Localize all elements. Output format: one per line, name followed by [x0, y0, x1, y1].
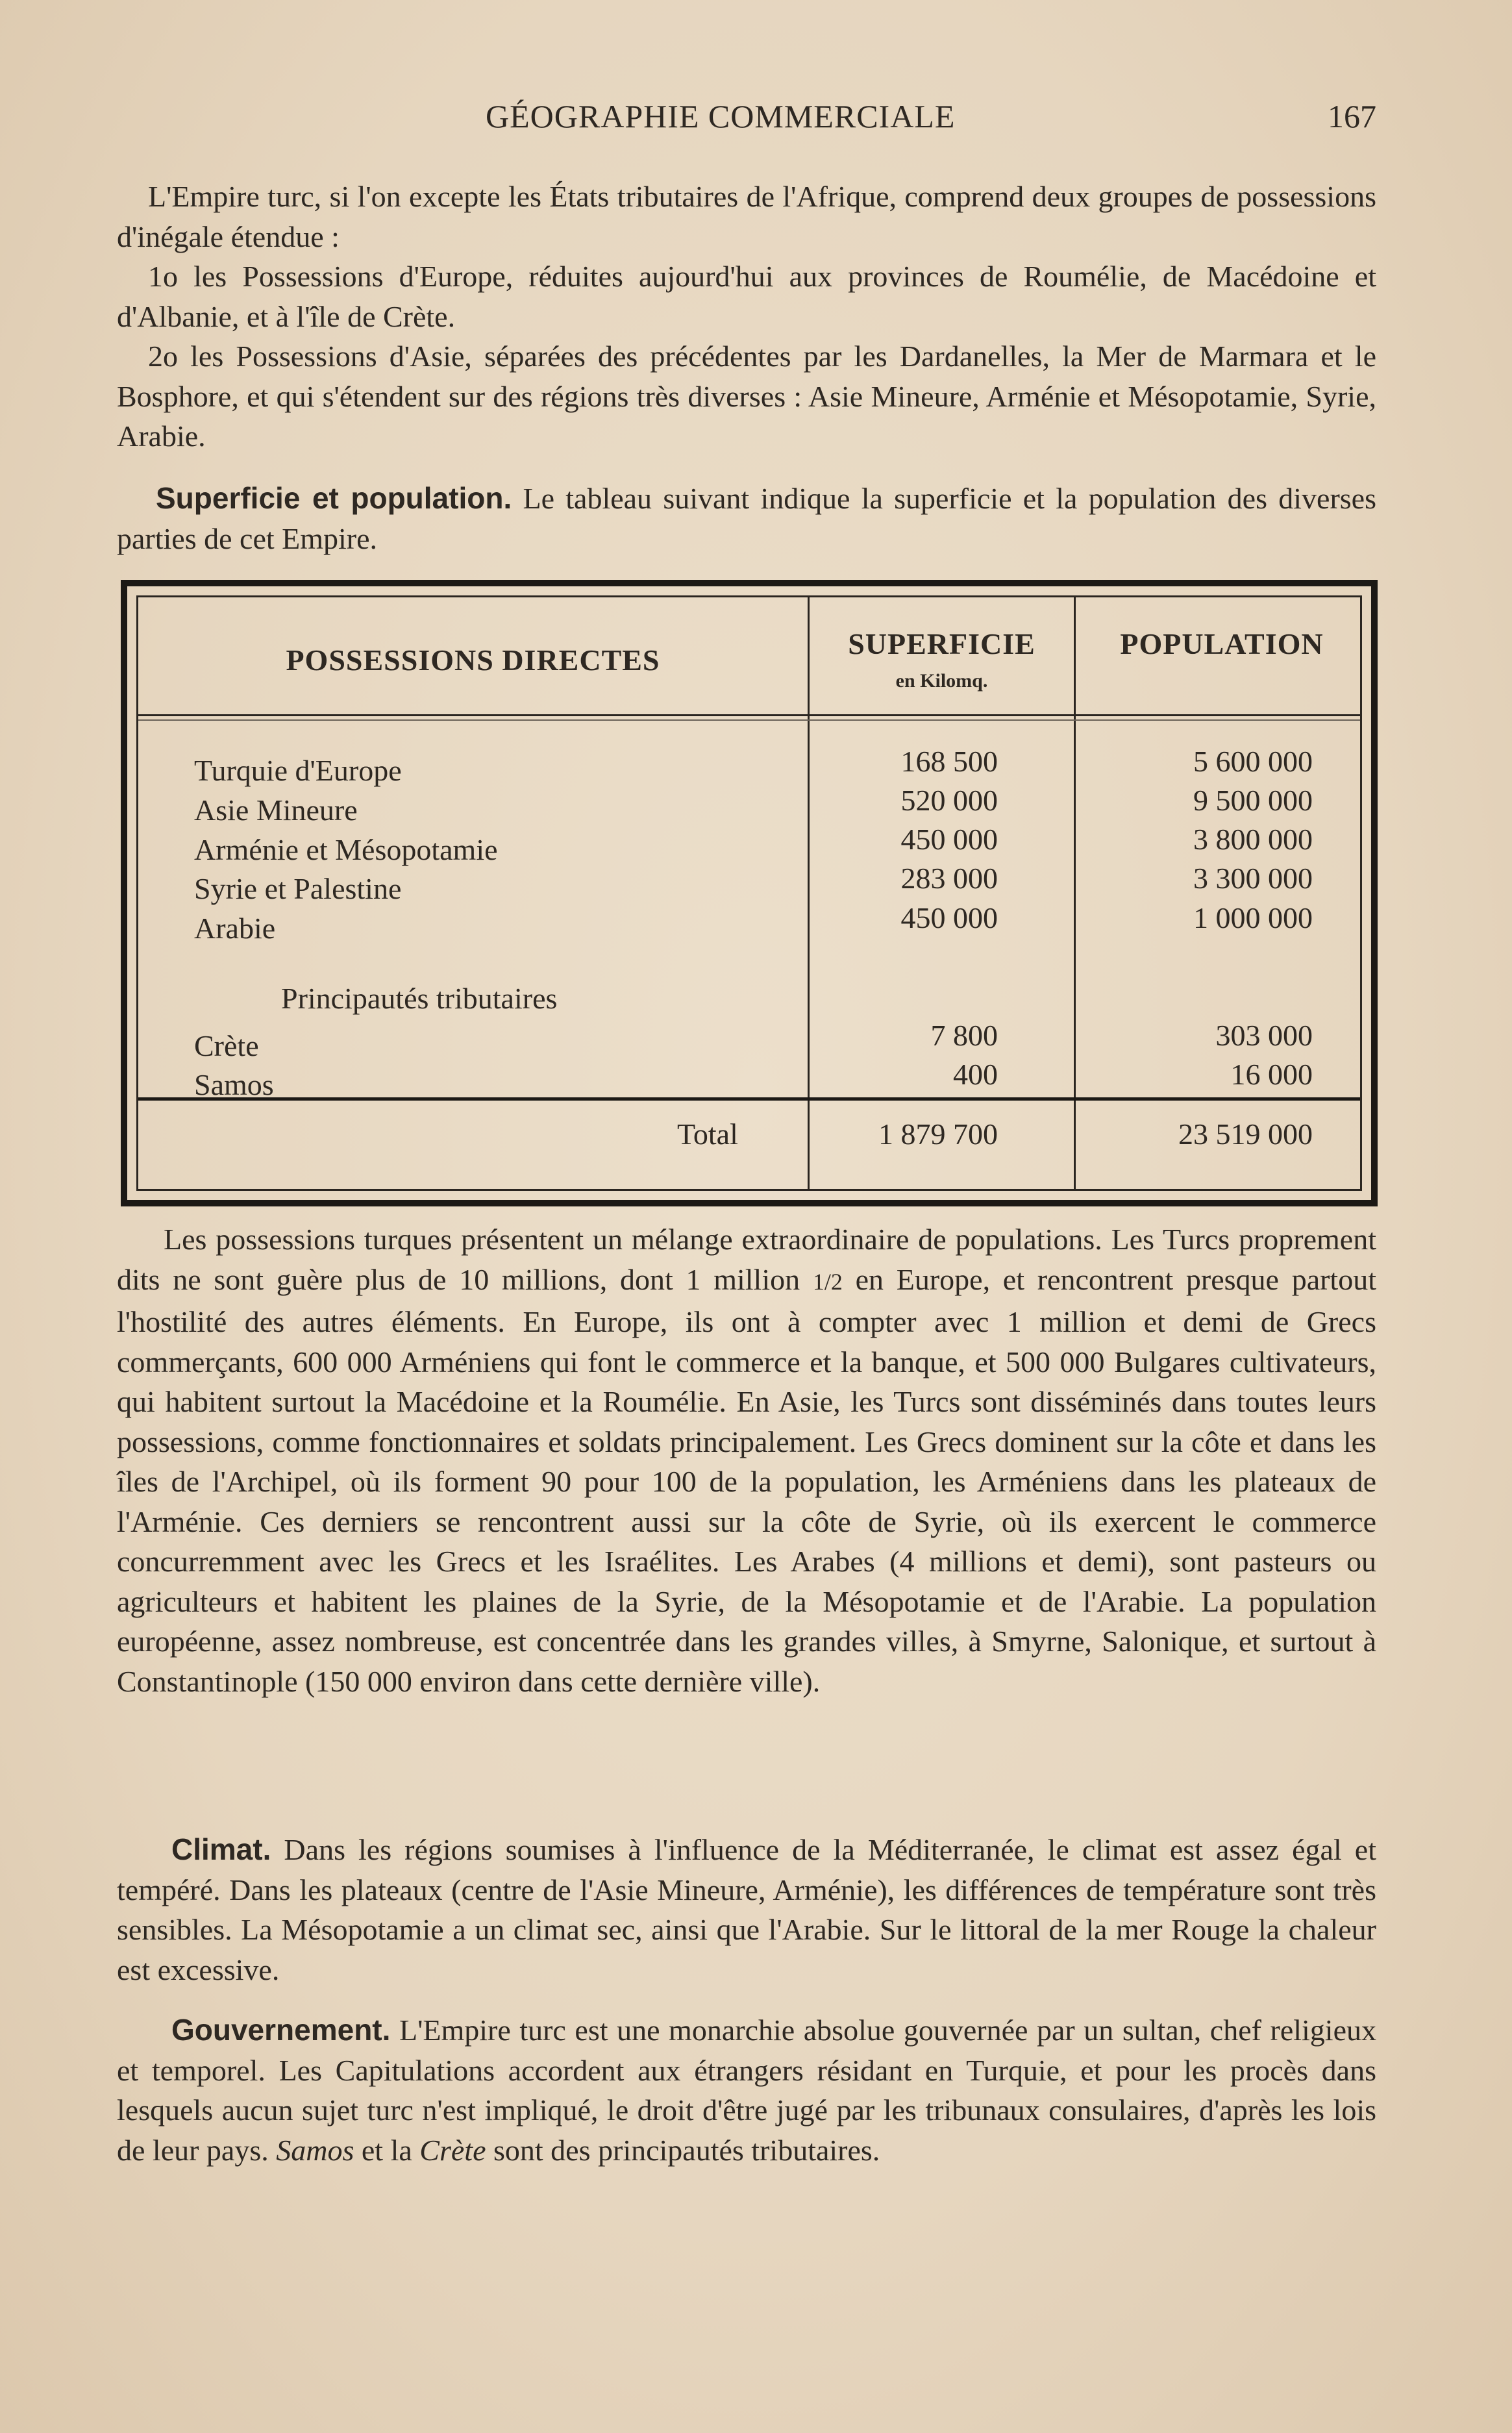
header-superficie-unit: en Kilomq. — [895, 670, 988, 692]
gouvernement-paragraph — [117, 2010, 1376, 2170]
total-label: Total — [677, 1117, 738, 1151]
running-head — [117, 97, 1376, 143]
header-superficie: SUPERFICIE — [848, 627, 1035, 660]
population-table — [121, 580, 1378, 1206]
row-population: 5 600 000 — [1193, 745, 1313, 778]
row-population: 303 000 — [1215, 1019, 1313, 1052]
superficie-text: Le tableau suivant indique la superficie et la population des diverses parties de cet Empire. — [117, 482, 1376, 555]
tributaries-subheading: Principautés tributaires — [281, 982, 558, 1015]
row-name: Arabie — [194, 912, 276, 945]
header-rule-double — [138, 719, 1360, 721]
row-superficie: 450 000 — [900, 823, 998, 856]
row-population: 9 500 000 — [1193, 784, 1313, 817]
row-population: 3 800 000 — [1193, 823, 1313, 856]
row-superficie: 520 000 — [900, 784, 998, 817]
row-population: 16 000 — [1230, 1058, 1313, 1091]
climat-heading: Climat. — [171, 1832, 271, 1866]
samos-italic: Samos — [276, 2133, 354, 2167]
gouvernement-et-la: et la — [354, 2133, 420, 2167]
table-inner-frame — [136, 595, 1362, 1191]
row-name: Asie Mineure — [194, 793, 358, 827]
intro-paragraph-2: 1o les Possessions d'Europe, réduites aujourd'hui aux provinces de Roumélie, de Macédoine et d'Albanie, et à l'île de Crète. — [117, 260, 1376, 333]
superficie-paragraph — [117, 479, 1376, 558]
row-name: Turquie d'Europe — [194, 754, 402, 787]
row-name: Syrie et Palestine — [194, 872, 402, 905]
populations-paragraph — [117, 1219, 1376, 1701]
fraction-half: 1/2 — [812, 1268, 843, 1295]
total-population: 23 519 000 — [1178, 1117, 1313, 1151]
row-superficie: 7 800 — [930, 1019, 998, 1052]
row-name: Samos — [194, 1068, 274, 1101]
populations-text-1: Les possessions turques présentent un mélange extraordinaire de populations. Les Turcs proprement dits ne sont guère plus de 10 millions, dont 1 million — [117, 1223, 1376, 1296]
header-population: POPULATION — [1120, 627, 1324, 660]
row-superficie: 400 — [953, 1058, 998, 1091]
row-population: 1 000 000 — [1193, 901, 1313, 934]
header-possessions: POSSESSIONS DIRECTES — [286, 643, 660, 677]
row-superficie: 283 000 — [900, 862, 998, 895]
populations-text-2: en Europe, et rencontrent presque partout l'hostilité des autres éléments. En Europe, ils ont à compter avec 1 million et demi de Grecs commerçants, 600 000 Arméniens qui font le commerce et la banque, et 500 000 Bulgares cultivateurs, qui habitent surtout la Macédoine et la Roumélie. En Asie, les Turcs sont disséminés dans toutes leurs possessions, comme fonctionnaires et soldats principalement. Les Grecs dominent sur la côte et dans les îles de l'Archipel, où ils forment 90 pour 100 de la population, les Arméniens dans les plateaux de l'Arménie. Ces derniers se rencontrent aussi sur la côte de Syrie, où ils exercent le commerce concurremment avec les Grecs et les Israélites. Les Arabes (4 millions et demi), sont pasteurs ou agriculteurs et habitent les plaines de la Syrie, de la Mésopotamie et de l'Arabie. La population européenne, assez nombreuse, est concentrée dans les grandes villes, à Smyrne, Salonique, et surtout à Constantinople (150 000 environ dans cette dernière ville). — [117, 1262, 1376, 1698]
row-population: 3 300 000 — [1193, 862, 1313, 895]
row-superficie: 450 000 — [900, 901, 998, 934]
running-title: GÉOGRAPHIE COMMERCIALE — [486, 98, 956, 134]
row-name: Arménie et Mésopotamie — [194, 833, 498, 866]
total-superficie: 1 879 700 — [878, 1117, 998, 1151]
total-rule — [138, 1097, 1360, 1101]
intro-paragraph-1: L'Empire turc, si l'on excepte les États tributaires de l'Afrique, comprend deux groupes de possessions d'inégale étendue : — [117, 180, 1376, 253]
row-superficie: 168 500 — [900, 745, 998, 778]
climat-paragraph — [117, 1830, 1376, 1990]
gouvernement-heading: Gouvernement. — [171, 2013, 391, 2047]
gouvernement-ending: sont des principautés tributaires. — [486, 2133, 880, 2167]
climat-text: Dans les régions soumises à l'influence de la Méditerranée, le climat est assez égal et tempéré. Dans les plateaux (centre de l'Asie Mineure, Arménie), les différences de température sont très sensibles. La Mésopotamie a un climat sec, ainsi que l'Arabie. Sur le littoral de la mer Rouge la chaleur est excessive. — [117, 1833, 1376, 1986]
gouvernement-text: L'Empire turc est une monarchie absolue gouvernée par un sultan, chef religieux et temporel. Les Capitulations accordent aux étrangers résidant en Turquie, et pour les procès dans lesquels aucun sujet turc n'est impliqué, le droit d'être jugé par les tribunaux consulaires, d'après les lois de leur pays. — [117, 2014, 1376, 2167]
page-number: 167 — [1328, 98, 1376, 134]
header-rule — [138, 714, 1360, 716]
intro-paragraph-3: 2o les Possessions d'Asie, séparées des précédentes par les Dardanelles, la Mer de Marmara et le Bosphore, et qui s'étendent sur des régions très diverses : Asie Mineure, Arménie et Mésopotamie, Syrie, Arabie. — [117, 340, 1376, 453]
row-name: Crète — [194, 1029, 259, 1062]
crete-italic: Crète — [419, 2133, 486, 2167]
superficie-heading: Superficie et population. — [156, 481, 512, 515]
